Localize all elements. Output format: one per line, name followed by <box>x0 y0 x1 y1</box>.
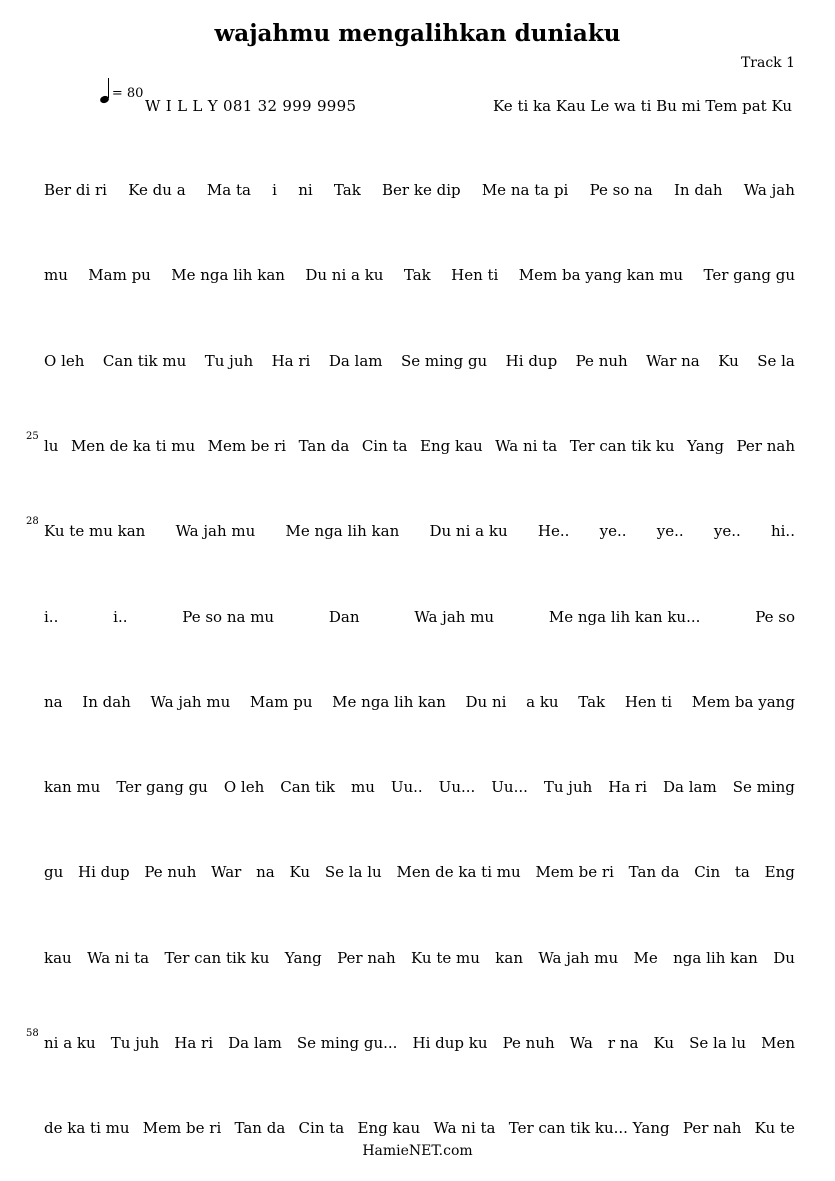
lyric-word: hi.. <box>770 522 795 540</box>
lyric-line <box>44 863 795 885</box>
lyric-word: nga lih kan <box>673 949 758 967</box>
lyric-word: Can tik <box>280 778 335 796</box>
lyric-word: de ka ti mu <box>44 1119 130 1137</box>
lyric-word: ye.. <box>713 522 741 540</box>
lyric-word: War na <box>646 352 700 370</box>
lyric-word: Cin <box>694 863 721 881</box>
lyric-word: Ku te mu <box>411 949 480 967</box>
quarter-note-icon <box>99 95 110 105</box>
lyric-word: Eng <box>764 863 795 881</box>
lyric-word: Ter can tik ku... Yang <box>508 1119 670 1137</box>
lyric-word: O leh <box>223 778 265 796</box>
lyric-word: Tak <box>578 693 606 711</box>
lyric-word: Hi dup <box>505 352 558 370</box>
lyric-word: Ter can tik ku <box>164 949 270 967</box>
lyric-word: Yang <box>687 437 724 455</box>
lyric-word: Eng kau <box>357 1119 421 1137</box>
footer-site: HamieNET.com <box>362 1143 473 1159</box>
lyric-word: He.. <box>537 522 570 540</box>
lyric-word: Me nga lih kan <box>332 693 446 711</box>
lyric-word: Ku <box>653 1034 675 1052</box>
lyric-word: Me nga lih kan <box>285 522 400 540</box>
lyric-word: Wa ni ta <box>495 437 558 455</box>
lyric-word: Can tik mu <box>102 352 187 370</box>
lyric-word: Me <box>633 949 658 967</box>
lyric-word: Ber ke dip <box>382 181 461 199</box>
lyric-word: Wa jah mu <box>538 949 619 967</box>
lyric-word: ni a ku <box>44 1034 96 1052</box>
lyric-word: Men de ka ti mu <box>70 437 196 455</box>
lyric-word: Wa jah mu <box>175 522 256 540</box>
lyric-word: Hen ti <box>451 266 499 284</box>
lyric-line <box>44 522 795 544</box>
lyric-line <box>44 608 795 630</box>
lyric-word: Me na ta pi <box>481 181 569 199</box>
lyric-word: Tak <box>333 181 361 199</box>
lyric-line <box>44 181 795 203</box>
lyric-word: Per nah <box>736 437 795 455</box>
lyric-word: Tu juh <box>110 1034 160 1052</box>
lyric-word: Cin ta <box>361 437 408 455</box>
lyric-line <box>44 437 795 459</box>
lyric-word: Yang <box>284 949 322 967</box>
lyric-word: Pe nuh <box>144 863 197 881</box>
lyric-word: Mam pu <box>88 266 151 284</box>
lyric-word: na <box>44 693 63 711</box>
lyric-word: a ku <box>526 693 559 711</box>
lyric-word: Du ni a ku <box>429 522 508 540</box>
lyric-word: mu <box>350 778 375 796</box>
lyric-word: Se ming gu... <box>296 1034 398 1052</box>
lyric-line <box>44 352 795 374</box>
lyric-word: Wa <box>569 1034 593 1052</box>
lyric-word: Dan <box>328 608 360 626</box>
lyric-word: ye.. <box>656 522 684 540</box>
lyric-word: Per nah <box>682 1119 742 1137</box>
measure-number: 58 <box>26 1028 39 1039</box>
lyric-word: War <box>211 863 242 881</box>
lyric-word: Wa ni ta <box>433 1119 496 1137</box>
lyric-word: Pe so na mu <box>182 608 275 626</box>
lyric-word: ye.. <box>599 522 627 540</box>
lyric-word: Ma ta <box>206 181 251 199</box>
lyric-word: Uu... <box>438 778 476 796</box>
lyric-word: Me nga lih kan <box>171 266 285 284</box>
lyric-word: Mem be ri <box>535 863 614 881</box>
lyric-word: Mam pu <box>249 693 313 711</box>
lyric-word: Pe nuh <box>502 1034 555 1052</box>
lyric-word: Da lam <box>663 778 717 796</box>
lyric-word: r na <box>607 1034 639 1052</box>
lyric-word: Du <box>773 949 795 967</box>
lyric-line <box>44 949 795 971</box>
lyric-word: Pe so <box>755 608 795 626</box>
lyric-word: Uu.. <box>390 778 423 796</box>
lyric-line <box>44 1119 795 1141</box>
lyric-word: Ter can tik ku <box>569 437 675 455</box>
lyric-line <box>44 693 795 715</box>
lyric-word: kau <box>44 949 72 967</box>
lyric-word: Tak <box>403 266 431 284</box>
lyric-word: Mem be ri <box>142 1119 222 1137</box>
lyric-word: Tu juh <box>543 778 593 796</box>
lyric-word: Wa jah mu <box>150 693 231 711</box>
lyric-word: Se ming gu <box>400 352 488 370</box>
measure-number: 28 <box>26 516 39 527</box>
lyric-line <box>44 266 795 288</box>
lyric-word: Du ni a ku <box>305 266 384 284</box>
lyric-word: Hen ti <box>624 693 673 711</box>
lyric-word: Men <box>761 1034 795 1052</box>
lyric-word: i.. <box>44 608 59 626</box>
lyric-word: ni <box>298 181 313 199</box>
lyric-word: In dah <box>673 181 723 199</box>
lyric-word: Tan da <box>298 437 350 455</box>
lyric-word: Se la <box>757 352 795 370</box>
track-label: Track 1 <box>740 55 795 71</box>
lyric-word: Ha ri <box>174 1034 214 1052</box>
lyric-word: Wa jah <box>743 181 795 199</box>
lyric-word: Se la lu <box>324 863 382 881</box>
lyric-word: Pe so na <box>589 181 653 199</box>
lyric-word: Tu juh <box>204 352 254 370</box>
lyric-word: Hi dup <box>78 863 130 881</box>
lyric-word: Ku <box>289 863 311 881</box>
lyric-word: Tan da <box>234 1119 286 1137</box>
lyric-word: Ter gang gu <box>703 266 795 284</box>
lyric-word: kan <box>495 949 523 967</box>
lyric-word: Eng kau <box>420 437 483 455</box>
lyric-word: i <box>272 181 277 199</box>
lyric-word: Ku te <box>754 1119 795 1137</box>
lyric-word: na <box>256 863 275 881</box>
lyric-word: Se ming <box>732 778 795 796</box>
lyric-word: Se la lu <box>689 1034 747 1052</box>
lyric-word: Men de ka ti mu <box>396 863 521 881</box>
lyric-word: Du ni <box>465 693 507 711</box>
tempo-marking <box>100 78 143 101</box>
lyric-word: Ber di ri <box>44 181 107 199</box>
lyric-word: Pe nuh <box>575 352 628 370</box>
lyric-word: ta <box>734 863 750 881</box>
lyric-word: Wa ni ta <box>87 949 150 967</box>
lyric-word: Mem ba yang <box>691 693 795 711</box>
lyric-word: Ku <box>718 352 739 370</box>
lyric-word: Ku te mu kan <box>44 522 146 540</box>
lyric-word: Hi dup ku <box>412 1034 488 1052</box>
lyric-word: Mem ba yang kan mu <box>518 266 684 284</box>
lyric-line-first: Ke ti ka Kau Le wa ti Bu mi Tem pat Ku <box>493 97 792 115</box>
tempo-value: = 80 <box>111 86 144 101</box>
lyric-line <box>44 778 795 800</box>
lyric-word: Ha ri <box>271 352 311 370</box>
lyric-word: O leh <box>44 352 85 370</box>
measure-number: 25 <box>26 431 39 442</box>
lyric-word: Per nah <box>337 949 396 967</box>
lyric-word: Ter gang gu <box>116 778 208 796</box>
lyric-word: Da lam <box>328 352 383 370</box>
arranger-credit: W I L L Y 081 32 999 9995 <box>145 97 357 115</box>
lyric-word: lu <box>44 437 59 455</box>
lyric-word: Da lam <box>228 1034 282 1052</box>
lyric-word: In dah <box>82 693 131 711</box>
lyric-word: Cin ta <box>298 1119 345 1137</box>
lyric-word: Mem be ri <box>207 437 287 455</box>
lyric-word: Me nga lih kan ku... <box>548 608 701 626</box>
lyric-word: gu <box>44 863 64 881</box>
lyric-word: Ke du a <box>128 181 186 199</box>
lyric-word: kan mu <box>44 778 101 796</box>
lyric-line <box>44 1034 795 1056</box>
lyric-word: Wa jah mu <box>414 608 495 626</box>
lyric-word: Tan da <box>628 863 680 881</box>
lyric-word: i.. <box>113 608 128 626</box>
lyric-word: Uu... <box>491 778 528 796</box>
score-title: wajahmu mengalihkan duniaku <box>214 20 621 47</box>
lyric-word: Ha ri <box>608 778 648 796</box>
lyric-word: mu <box>44 266 68 284</box>
